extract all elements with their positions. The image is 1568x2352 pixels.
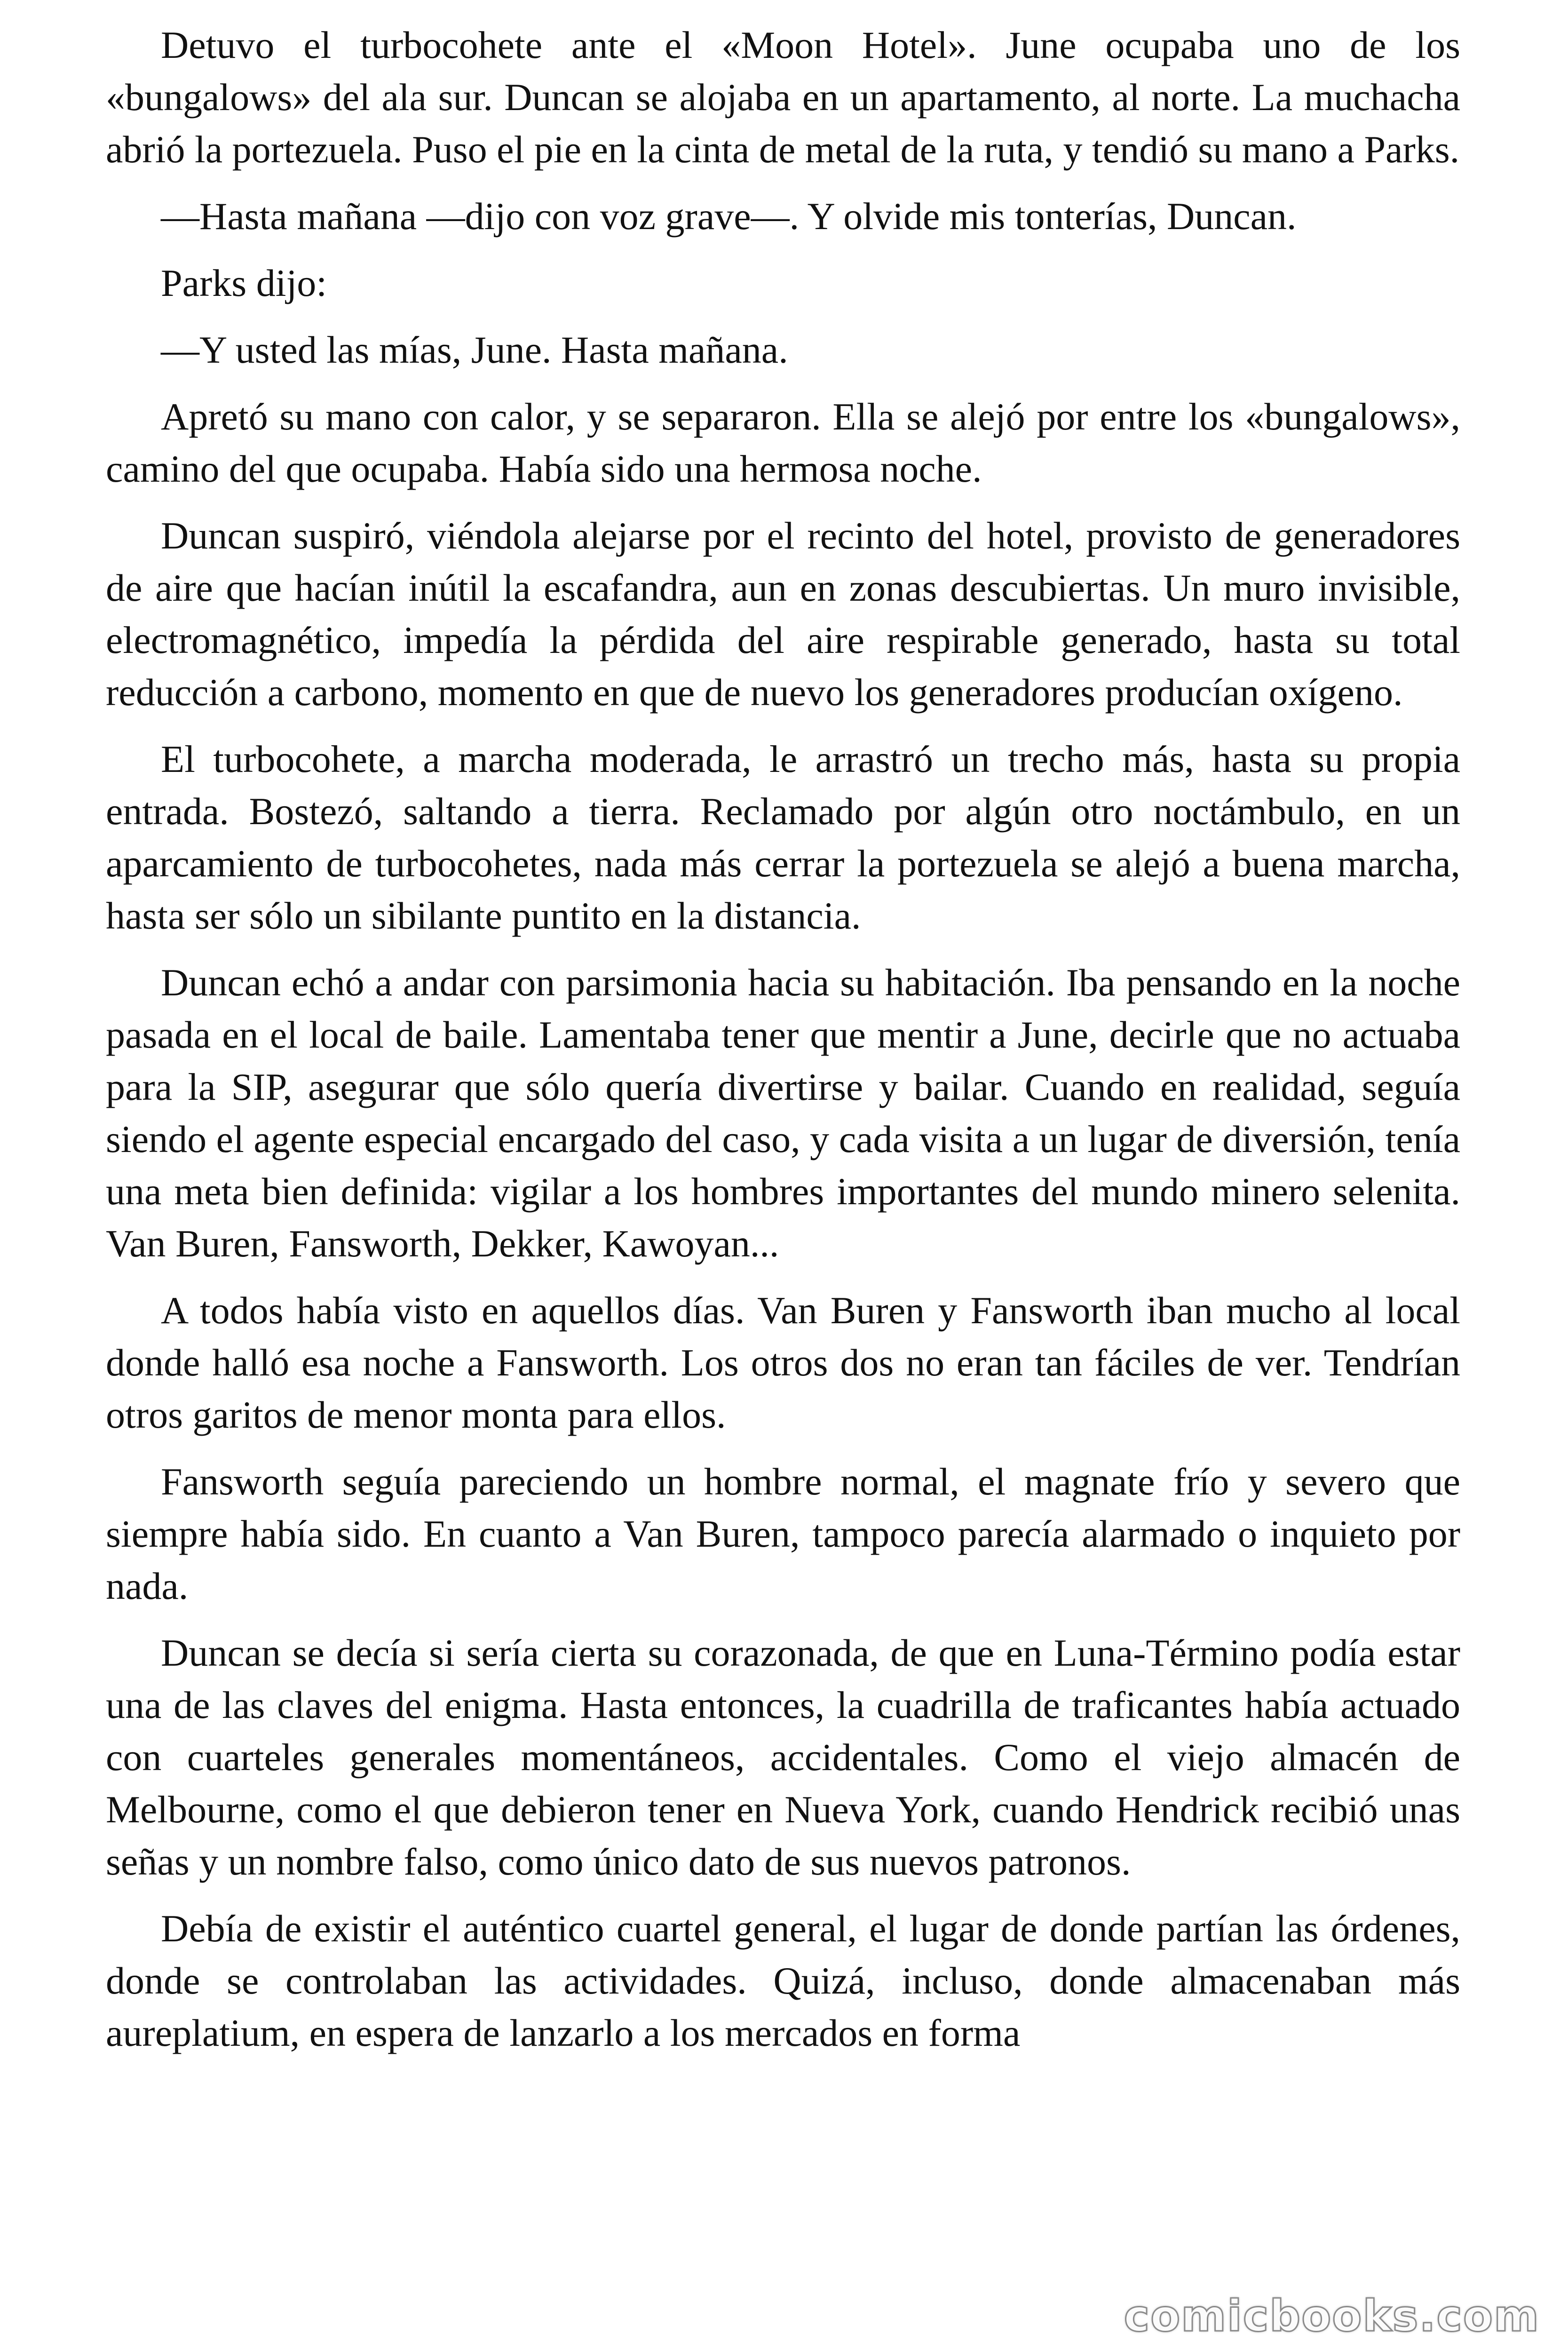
- paragraph-7: El turbocohete, a marcha moderada, le arrastró un trecho más, hasta su propia entrada. Bostezó, saltando a tierra. Reclamado por algún otro noctámbulo, en un aparcamiento de turbocohetes, nada más cerrar la portezuela se alejó a buena marcha, hasta ser sólo un sibilante puntito en la distancia.: [106, 738, 1460, 937]
- paragraph-3: Parks dijo:: [161, 262, 327, 304]
- paragraph-1: Detuvo el turbocohete ante el «Moon Hotel». June ocupaba uno de los «bungalows» del ala sur. Duncan se alojaba en un apartamento, al norte. La muchacha abrió la portezuela. Puso el pie en la cinta de metal de la ruta, y tendió su mano a Parks.: [106, 24, 1460, 171]
- watermark: comicbooks.com: [1124, 2291, 1540, 2341]
- paragraph-4: —Y usted las mías, June. Hasta mañana.: [161, 328, 788, 371]
- paragraph-11: Duncan se decía si sería cierta su corazonada, de que en Luna-Término podía estar una de las claves del enigma. Hasta entonces, la cuadrilla de traficantes había actuado con cuarteles generales momentáneos, accidentales. Como el viejo almacén de Melbourne, como el que debieron tener en Nueva York, cuando Hendrick recibió unas señas y un nombre falso, como único dato de sus nuevos patronos.: [106, 1631, 1460, 1883]
- paragraph-12: Debía de existir el auténtico cuartel general, el lugar de donde partían las órdenes, donde se controlaban las actividades. Quizá, incluso, donde almacenaban más aureplatium, en espera de lanzarlo a los mercados en forma: [106, 1907, 1460, 2054]
- paragraph-6: Duncan suspiró, viéndola alejarse por el recinto del hotel, provisto de generadores de aire que hacían inútil la escafandra, aun en zonas descubiertas. Un muro invisible, electromagnético, impedía la pérdida del aire respirable generado, hasta su total reducción a carbono, momento en que de nuevo los generadores producían oxígeno.: [106, 514, 1460, 714]
- paragraph-5: Apretó su mano con calor, y se separaron. Ella se alejó por entre los «bungalows», camino del que ocupaba. Había sido una hermosa noche.: [106, 395, 1460, 490]
- book-page: [106, 19, 1460, 2338]
- paragraph-9: A todos había visto en aquellos días. Van Buren y Fansworth iban mucho al local donde halló esa noche a Fansworth. Los otros dos no eran tan fáciles de ver. Tendrían otros garitos de menor monta para ellos.: [106, 1289, 1460, 1436]
- paragraph-10: Fansworth seguía pareciendo un hombre normal, el magnate frío y severo que siempre había sido. En cuanto a Van Buren, tampoco parecía alarmado o inquieto por nada.: [106, 1460, 1460, 1607]
- paragraph-2: —Hasta mañana —dijo con voz grave—. Y olvide mis tonterías, Duncan.: [161, 195, 1297, 238]
- paragraph-8: Duncan echó a andar con parsimonia hacia su habitación. Iba pensando en la noche pasada en el local de baile. Lamentaba tener que mentir a June, decirle que no actuaba para la SIP, asegurar que sólo quería divertirse y bailar. Cuando en realidad, seguía siendo el agente especial encargado del caso, y cada visita a un lugar de diversión, tenía una meta bien definida: vigilar a los hombres importantes del mundo minero selenita. Van Buren, Fansworth, Dekker, Kawoyan...: [106, 961, 1460, 1265]
